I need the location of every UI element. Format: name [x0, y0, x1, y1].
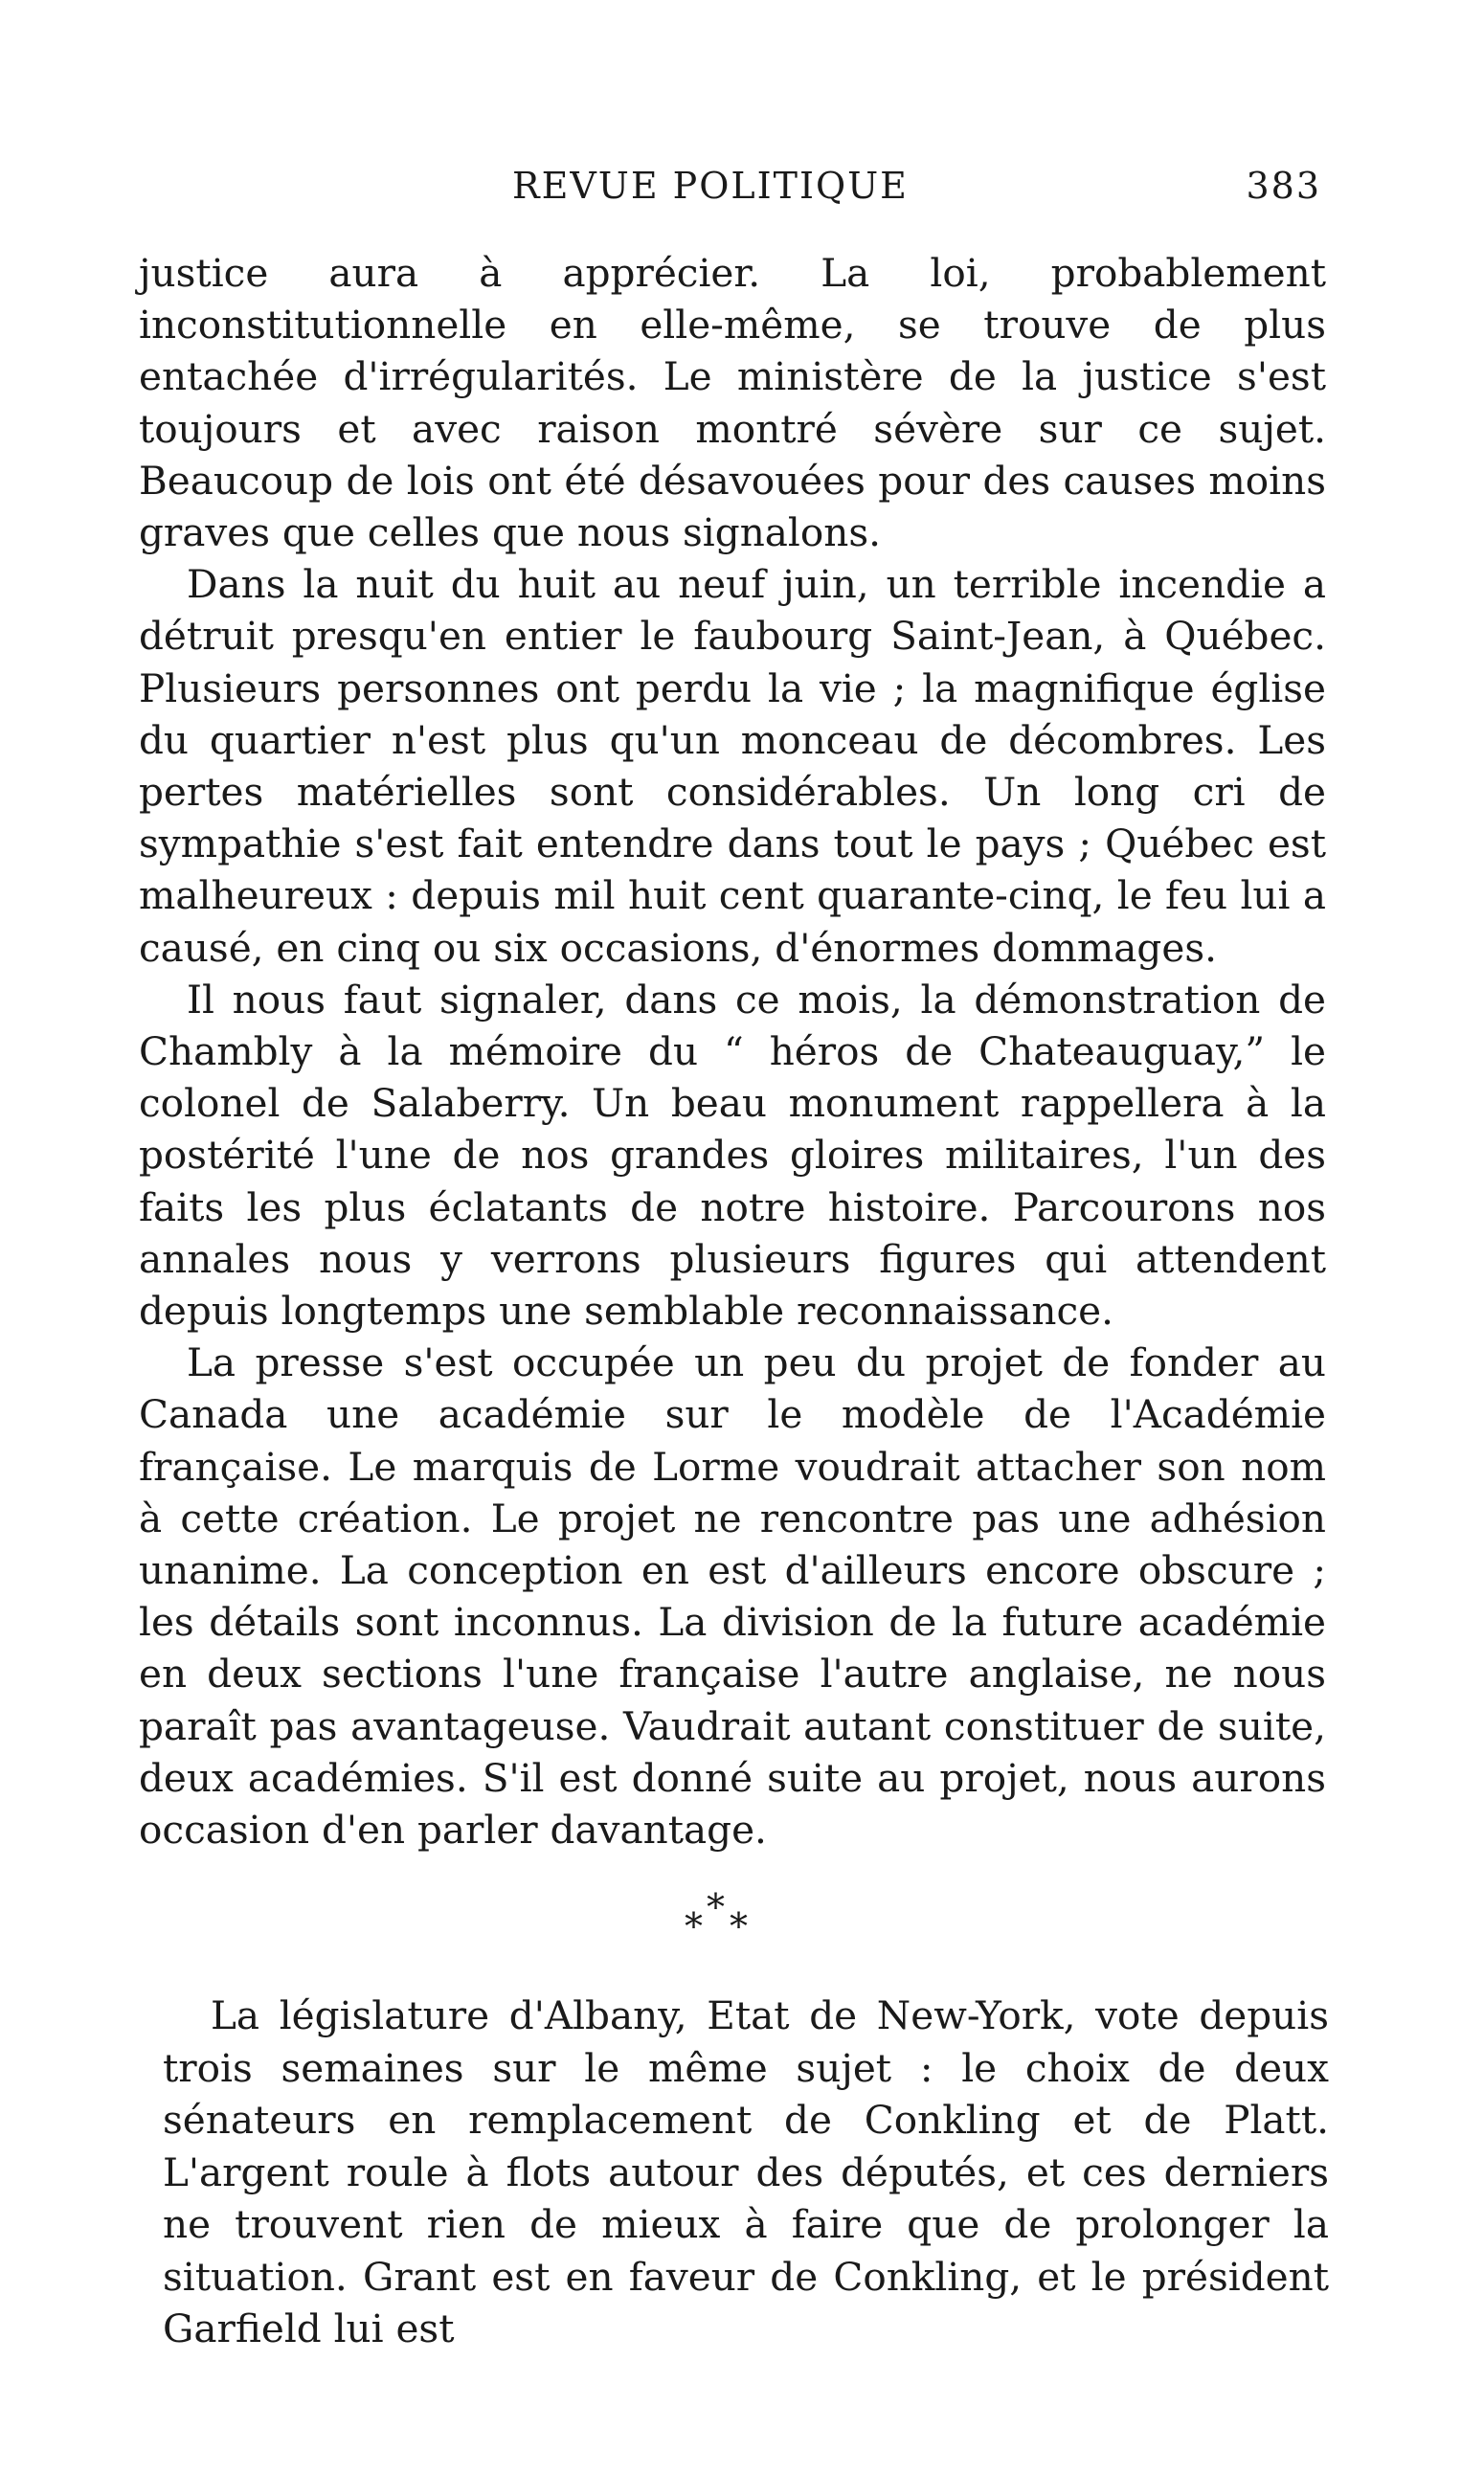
paragraph-academie: La presse s'est occupée un peu du projet de fonder au Canada une académie sur le modèle de l'Académie française. Le marquis de Lorme voudrait attacher son nom à cette création. Le projet ne rencontre pas une adhésion unanime. La conception en est d'ailleurs encore obscure ; les détails sont inconnus. La division de la future académie en deux sections l'une française l'autre anglaise, ne nous paraît pas avantageuse. Vaudrait autant constituer de suite, deux académies. S'il est donné suite au projet, nous aurons occasion d'en parler davantage.	[139, 1339, 1326, 1854]
page-header	[144, 165, 1321, 213]
paragraph-justice: justice aura à apprécier. La loi, probablement inconstitutionnelle en elle-même, se trouve de plus entachée d'irrégularités. Le ministère de la justice s'est toujours et avec raison montré sévère sur ce sujet. Beaucoup de lois ont été désavouées pour des causes moins graves que celles que nous signalons.	[139, 250, 1326, 556]
separator-star-top: *	[707, 1886, 725, 1928]
section-separator	[680, 1886, 756, 1953]
separator-star-right: *	[730, 1905, 748, 1947]
paragraph-incendie: Dans la nuit du huit au neuf juin, un terrible incendie a détruit presqu'en entier le faubourg Saint-Jean, à Québec. Plusieurs personnes ont perdu la vie ; la magnifique église du quartier n'est plus qu'un monceau de décombres. Les pertes matérielles sont considérables. Un long cri de sympathie s'est fait entendre dans tout le pays ; Québec est malheureux : depuis mil huit cent quarante-cinq, le feu lui a causé, en cinq ou six occasions, d'énormes dommages.	[139, 561, 1326, 971]
paragraph-albany: La législature d'Albany, Etat de New-York, vote depuis trois semaines sur le même sujet : le choix de deux sénateurs en remplacement de Conkling et de Platt. L'argent roule à flots autour des députés, et ces derniers ne trouvent rien de mieux à faire que de prolonger la situation. Grant est en faveur de Conkling, et le président Garfield lui est	[163, 1992, 1329, 2351]
main-text	[139, 247, 1326, 1856]
page-number: 383	[1246, 165, 1321, 207]
paragraph-chambly: Il nous faut signaler, dans ce mois, la démonstration de Chambly à la mémoire du “ héros de Chateauguay,” le colonel de Salaberry. Un beau monument rappellera à la postérité l'une de nos grandes gloires militaires, l'un des faits les plus éclatants de notre histoire. Parcourons nos annales nous y verrons plusieurs figures qui attendent depuis longtemps une semblable reconnaissance.	[139, 976, 1326, 1335]
separator-star-left: *	[685, 1905, 703, 1947]
running-title: REVUE POLITIQUE	[512, 165, 909, 207]
second-section-text	[163, 1990, 1329, 2355]
